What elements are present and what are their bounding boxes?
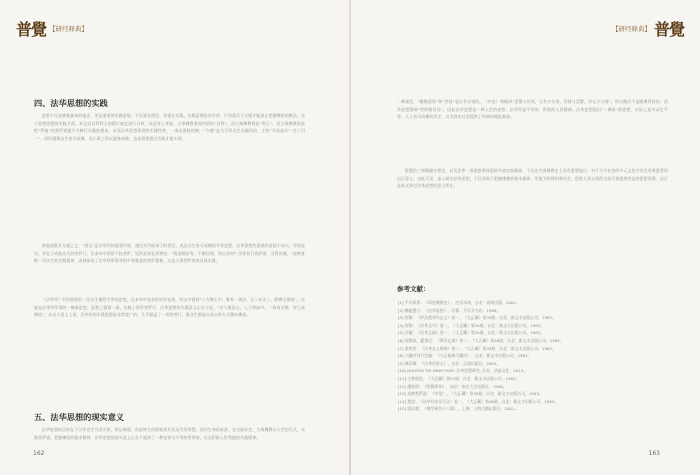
section-tag: 【研经释典】 bbox=[611, 25, 651, 33]
reference-item: [11] 大智度论，《大正藏》第25册，台北：新文丰出版公司，1983。 bbox=[398, 375, 520, 381]
right-page-body bbox=[397, 98, 668, 413]
left-page-header bbox=[16, 17, 88, 40]
right-page-header bbox=[612, 17, 684, 40]
page-gutter bbox=[349, 0, 351, 475]
reference-item: [1] 平川彰著：《印度佛教史》，庄昆木译，台北：商周出版，2002。 bbox=[398, 300, 520, 305]
body-paragraph-1: 一种规范，“解脱道界”和“世间”是应有分别的。《中论》明确讲“涅槃与世间，无有少分别。世间与涅槃，亦无少分别”，所以佛法不是脱离世间的，法华思想强调“世间相常住”，因此法华思想是一种入世的思想，法华经是平等的、积极的入世精神。法华思想提出“一佛乘”的思想，实际上是对众生平等、人人皆可成佛的肯定，这为现实社会提供了和谐的理论基础。 bbox=[397, 99, 668, 120]
reference-item: [8] 大藏经刊行会编：《大正新修大藏经》，台北：新文丰出版公司，1983。 bbox=[398, 353, 532, 359]
section-4-paragraph-1: 思想不仅是佛教義本的观念，更是重要的实践思想，不仅重在理论，更重在实践，实践是理论的升华，只有落实于实践才能真正把握佛陀的教法。对于思想思想的实践方面，本文以自利利人的精行观念进行分析，从总体上来说，小乘佛教重视所谓的“自利”，而大乘佛教则是“利人”，而大乘佛教则是把“利他”的菩萨道提升为修行实践的根本。从而法华思想体现的实践性格，一乘是最终的佛，“方便”是为引导众生而施设的，主张“开权显实”“会三归一”，同时强调众生皆可成佛，而小乘之所以能够成佛，也是需要通过实践才能实现。 bbox=[34, 113, 305, 141]
journal-logo: 普覺 bbox=[653, 20, 684, 39]
reference-item: [6] 智顗说，灌顶记：《摩诃止观》卷一，《大正藏》第46册，台北：新文丰出版公司，1983。 bbox=[398, 337, 564, 343]
reference-item: [4] 智顗：《法华文句》卷一，《大正藏》第34册，台北：新文丰出版公司，1983。 bbox=[398, 322, 545, 328]
reference-item: [14] 慧思：《法华经安乐行义》卷一，《大正藏》第46册，台北：新文丰出版公司，1983。 bbox=[398, 398, 559, 404]
reference-item: [3] 智顗：《妙法莲华经玄义》卷一，《大正藏》第33册，台北：新文丰出版公司，1983。 bbox=[398, 315, 556, 321]
reference-item: [12] 潘桂明：《智顗评传》，南京：南京大学出版社，1996。 bbox=[398, 383, 507, 389]
section-4-paragraph-3: 《法华经》中所展现的一切众生佛性平等的思想，在本经中也有很好的表现，经文中提到“十方佛土中，唯有一乘法，无二亦无三，除佛方便说”，这就是法华经所谓的一佛乘思想。思想上强调一乘，实践上倡导菩萨行，法华思想的实践意义正在于此。“若人散乱心，入于塔庙中，一称南无佛，皆已成佛道”，从这个意义上说，法华经的实践思想是非常宽广的，几乎涵盖了一切的善行，使众生都能以各自的方式趣向佛道。 bbox=[34, 297, 305, 318]
left-page-body bbox=[34, 98, 305, 442]
reference-item: [15] 梁启超：《佛学研究十八篇》，上海：上海古籍出版社，2001。 bbox=[398, 406, 519, 412]
references-title: 参考文献： bbox=[397, 285, 430, 293]
reference-item: [9] 释印顺：《法华经讲义》，台北：正闻出版社，2003。 bbox=[398, 360, 501, 366]
left-page-number: 162 bbox=[33, 450, 45, 457]
section-5-paragraph: 法华思想的目的在于引导众生究竟实相，即证佛道，由此转生的烦恼到开启众生的智慧，回归生命的本真。在当前社会，大乘佛教以入世的方式，实践菩萨道，把握佛陀的根本精神，法华思想的现实意义正在于提供了一种包容与平等的世界观，以及积极入世利他的实践精神。 bbox=[34, 427, 305, 440]
reference-item: [13] 龙树菩萨造：《中论》，《大正藏》第30册，台北：新文丰出版公司，1983。 bbox=[398, 391, 543, 397]
section-4-title: 四、法华思想的实践 bbox=[34, 98, 108, 108]
reference-item: [2] 横超慧日：《法华思想》，京都：平乐寺书店，1969。 bbox=[398, 307, 501, 313]
journal-logo: 普覺 bbox=[16, 20, 47, 39]
right-page-number: 163 bbox=[648, 450, 660, 457]
references-list bbox=[397, 299, 668, 413]
reference-item: [7] 湛然述：《法华玄义释签》卷一，《大正藏》第33册，台北：新文丰出版公司，1983。 bbox=[398, 345, 556, 351]
section-4-paragraph-2: 善現品推开方便之义，“授记”是法华经的重要内容，通过对声闻弟子的授记，表达众生皆可成佛的平等思想，法华思想所重视的是回小向大、开权显实，更在于成就众生的菩萨行。在本经中的常不轻菩萨，见四众皆礼拜赞叹，“我深敬汝等，不敢轻慢，所以者何？汝等皆行菩萨道，当得作佛。”这种普敬一切众生的实践精神，深刻体现了法华经所倡导的平等慈悲的菩萨精神，这是大乘菩萨道的具体实践。 bbox=[34, 243, 305, 264]
reference-item: [10] NGUYEN THI MINH PHAT: 法华思想研究, 台北：法鼓文化，2015。 bbox=[398, 368, 528, 374]
section-tag: 【研经释典】 bbox=[49, 25, 89, 33]
section-5-title: 五、法华思想的现实意义 bbox=[34, 412, 125, 422]
reference-item: [5] 吉藏：《法华义疏》卷一，《大正藏》第34册，台北：新文丰出版公司，1983。 bbox=[398, 330, 545, 336]
body-paragraph-2: 智慧的三谛圆融实相论，以及法华一乘思想所体现的开放包容精神，不仅在中国佛教史上具有重要地位，对于当今社会的多元文化共存也有着重要的启示意义。由此可见，深入研究法华思想，不仅有助于把握佛教的根本精神，更能为构建和谐社会、促进人类文明的交流互鉴提供有益的思想资源，这正是本文探讨法华思想的意义所在。 bbox=[397, 168, 668, 189]
